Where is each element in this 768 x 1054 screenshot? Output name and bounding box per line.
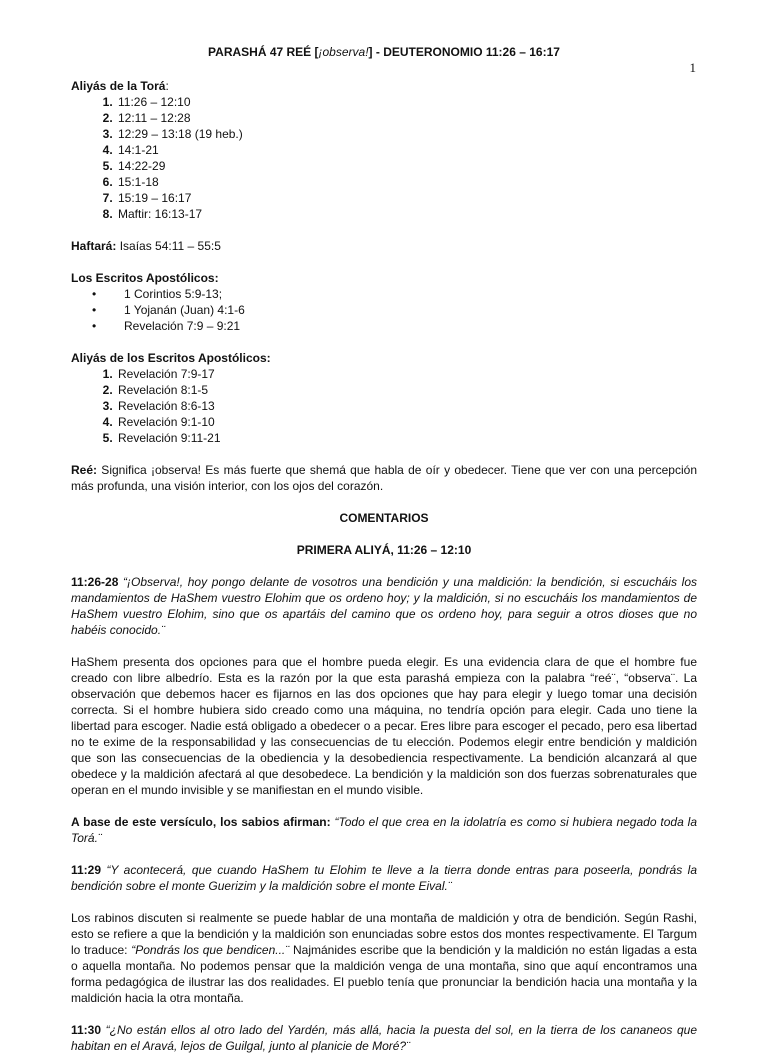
haftara-text: Isaías 54:11 – 55:5 <box>116 239 221 253</box>
list-item: 1. 11:26 – 12:10 <box>116 94 697 110</box>
escritos-heading: Los Escritos Apostólicos: <box>71 271 219 285</box>
verse-11-26 <box>71 574 697 638</box>
list-item: 1. Revelación 7:9-17 <box>116 366 697 382</box>
sabios-quote: “Todo el que crea en la idolatría es como si hubiera negado toda la Torá.¨ <box>71 815 698 845</box>
list-item: 4. 14:1-21 <box>116 142 697 158</box>
verse-text: “¡Observa!, hoy pongo delante de vosotros una bendición y una maldición: la bendición, si escucháis los mandamientos de HaShem vuestro Elohim que os ordeno hoy; y la maldición, si no escucháis los mandamientos de HaShem vuestro Elohim, sino que os apartáis del camino que os ordeno hoy, para seguir a otros dioses que no habéis conocido.¨ <box>71 575 697 637</box>
aliyot-escritos-list <box>71 366 697 446</box>
paragraph-text: Najmánides escribe que la bendición y la maldición no están ligadas a esta o aquella montaña. No podemos pensar que la maldición venga de una montaña, sino que aquí encontramos una forma pedagógica de ilustrar las dos realidades. El pueblo tenía que pronunciar la bendición hacia una montaña y la maldición hacia la otra montaña. <box>71 943 697 1005</box>
primera-aliya-heading: PRIMERA ALIYÁ, 11:26 – 12:10 <box>296 543 472 557</box>
ree-paragraph <box>71 462 697 494</box>
haftara-line <box>71 238 697 254</box>
rabinos-paragraph <box>71 910 697 1006</box>
haftara-label: Haftará: <box>71 239 117 253</box>
list-item: 2. 12:11 – 12:28 <box>116 110 697 126</box>
sabios-paragraph <box>71 814 697 846</box>
aliyot-escritos-section <box>71 350 697 446</box>
document-page <box>71 0 697 1054</box>
list-item: • 1 Yojanán (Juan) 4:1-6 <box>116 302 697 318</box>
list-item: • Revelación 7:9 – 9:21 <box>116 318 697 334</box>
title-part: PARASHÁ 47 REÉ [ <box>208 45 319 59</box>
ree-text: Significa ¡observa! Es más fuerte que shemá que habla de oír y obedecer. Tiene que ver con una percepción más profunda, una visión interior, con los ojos del corazón. <box>71 463 697 493</box>
list-item: 6. 15:1-18 <box>116 174 697 190</box>
escritos-list <box>71 286 697 334</box>
sabios-label: A base de este versículo, los sabios afirman: <box>71 815 331 829</box>
verse-ref: 11:30 <box>71 1023 102 1037</box>
title-italic: ¡observa! <box>318 45 369 59</box>
commentary-paragraph: HaShem presenta dos opciones para que el hombre pueda elegir. Es una evidencia clara de que el hombre fue creado con libre albedrío. Esta es la razón por la que esta parashá empieza con la palabra “reé¨, “observa¨. La observación que debemos hacer es fijarnos en las dos opciones que hay para elegir y luego tomar una decisión correcta. Si el hombre hubiera sido creado como una máquina, no tendría opción para elegir. Cada uno tiene la libertad para escoger. Nadie está obligado a obedecer o a pecar. Eres libre para escoger el pecado, pero esa libertad no te exime de la responsabilidad y las consecuencias de tu elección. Podemos elegir entre bendición y maldición que son las consecuencias de la obediencia y la desobediencia respectivamente. La bendición alcanzará al que obedece y la maldición afectará al que desobedece. La bendición y la maldición son dos fuerzas sobrenaturales que operan en el mundo invisible y se manifiestan en el mundo visible. <box>71 655 697 797</box>
list-item: 5. Revelación 9:11-21 <box>116 430 697 446</box>
page-number: 1 <box>689 60 696 75</box>
list-item: 4. Revelación 9:1-10 <box>116 414 697 430</box>
aliyot-tora-list <box>71 94 697 222</box>
verse-11-30 <box>71 1022 697 1054</box>
list-item: 8. Maftir: 16:13-17 <box>116 206 697 222</box>
comentarios-heading: COMENTARIOS <box>339 511 429 525</box>
document-title <box>71 44 697 60</box>
verse-ref: 11:26-28 <box>71 575 119 589</box>
aliyot-tora-section <box>71 78 697 222</box>
list-item: 2. Revelación 8:1-5 <box>116 382 697 398</box>
verse-11-29 <box>71 862 697 894</box>
verse-text: “Y acontecerá, que cuando HaShem tu Elohim te lleve a la tierra donde entras para poseerla, pondrás la bendición sobre el monte Guerizim y la maldición sobre el monte Eival.¨ <box>71 863 697 893</box>
verse-text: “¿No están ellos al otro lado del Yardén, más allá, hacia la puesta del sol, en la tierra de los cananeos que habitan en el Aravá, lejos de Guilgal, junto al planicie de Moré?¨ <box>71 1023 697 1053</box>
list-item: 3. 12:29 – 13:18 (19 heb.) <box>116 126 697 142</box>
list-item: 7. 15:19 – 16:17 <box>116 190 697 206</box>
ree-label: Reé: <box>71 463 98 477</box>
escritos-section <box>71 270 697 334</box>
aliyot-tora-heading: Aliyás de la Torá <box>71 79 166 93</box>
verse-ref: 11:29 <box>71 863 102 877</box>
list-item: • 1 Corintios 5:9-13; <box>116 286 697 302</box>
heading-colon: : <box>165 79 169 93</box>
aliyot-escritos-heading: Aliyás de los Escritos Apostólicos: <box>71 351 271 365</box>
targum-quote: “Pondrás los que bendicen...¨ <box>131 943 290 957</box>
list-item: 3. Revelación 8:6-13 <box>116 398 697 414</box>
paragraph-text: Los rabinos discuten si realmente se puede hablar de una montaña de maldición y otra de bendición. Según Rashi, esto se refiere a que la bendición y la maldición son enunciadas sobre estos dos montes respectivamente. El Targum lo traduce: <box>71 911 697 957</box>
title-part: ] - DEUTERONOMIO 11:26 – 16:17 <box>368 45 560 59</box>
list-item: 5. 14:22-29 <box>116 158 697 174</box>
